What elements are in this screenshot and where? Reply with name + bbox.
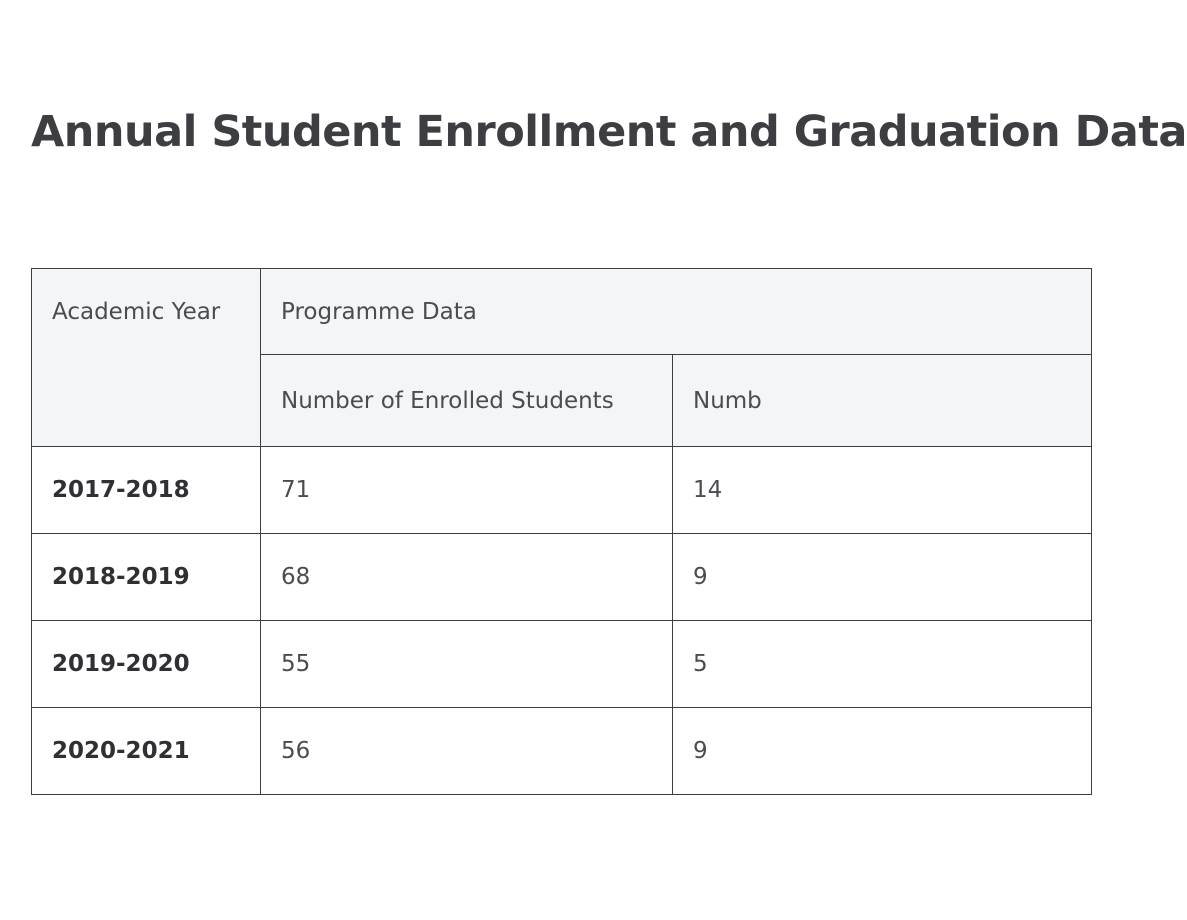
second-column-cell: 9 xyxy=(673,534,1092,621)
year-cell: 2017-2018 xyxy=(32,447,261,534)
year-cell: 2020-2021 xyxy=(32,708,261,795)
table-row xyxy=(32,621,1092,708)
second-column-cell: 14 xyxy=(673,447,1092,534)
enrolled-cell: 55 xyxy=(261,621,673,708)
year-cell: 2018-2019 xyxy=(32,534,261,621)
second-column-cell: 9 xyxy=(673,708,1092,795)
year-cell: 2019-2020 xyxy=(32,621,261,708)
header-programme-data: Programme Data xyxy=(261,269,1092,355)
table-row xyxy=(32,708,1092,795)
header-academic-year: Academic Year xyxy=(32,269,261,447)
page-title: Annual Student Enrollment and Graduation Data xyxy=(31,107,1187,157)
table-row xyxy=(32,534,1092,621)
second-column-cell: 5 xyxy=(673,621,1092,708)
data-table xyxy=(31,268,1092,795)
table-row xyxy=(32,447,1092,534)
header-second-column: Numb xyxy=(673,355,1092,447)
header-enrolled-students: Number of Enrolled Students xyxy=(261,355,673,447)
enrolled-cell: 68 xyxy=(261,534,673,621)
enrolled-cell: 71 xyxy=(261,447,673,534)
header-row-group xyxy=(32,269,1092,355)
table-container[interactable] xyxy=(31,268,770,798)
enrolled-cell: 56 xyxy=(261,708,673,795)
